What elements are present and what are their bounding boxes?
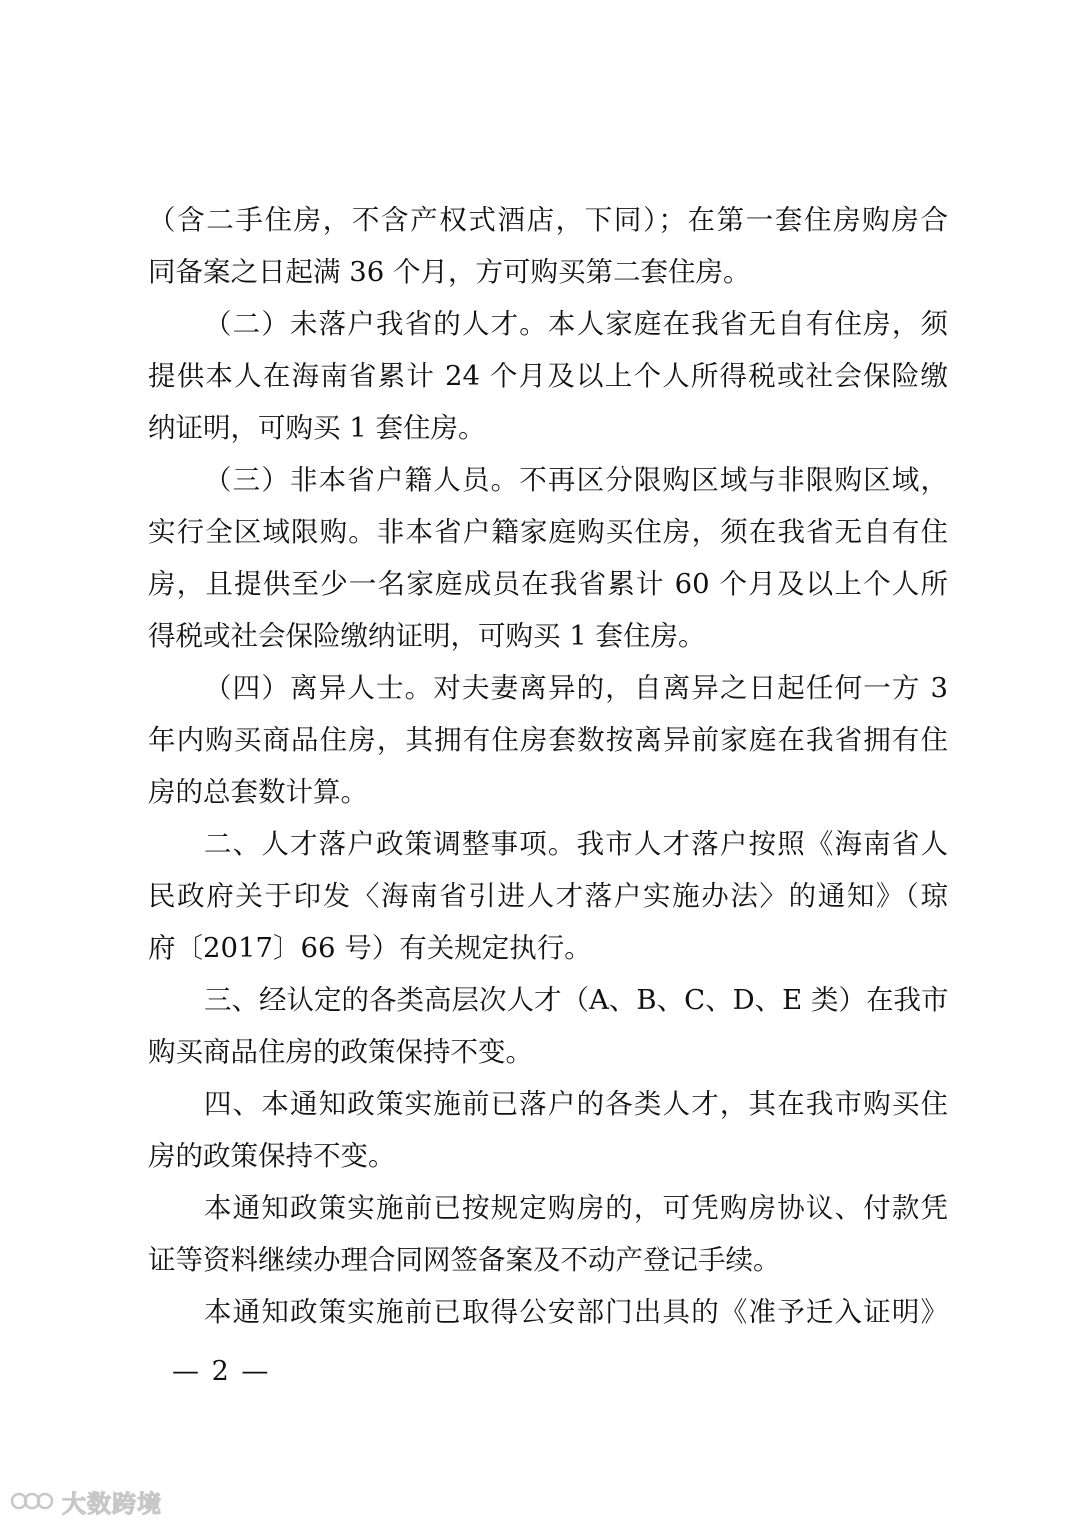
page-number: — 2 — — [172, 1356, 271, 1387]
watermark — [10, 1484, 162, 1518]
text-line: 本通知政策实施前已按规定购房的，可凭购房协议、付款凭 — [204, 1192, 948, 1224]
watermark-text: 大数跨境 — [62, 1489, 162, 1518]
text-line: 本通知政策实施前已取得公安部门出具的《准予迁入证明》 — [204, 1296, 948, 1328]
text-line: 民政府关于印发〈海南省引进人才落户实施办法〉的通知》（琼 — [148, 880, 948, 912]
text-line: 纳证明，可购买 1 套住房。 — [148, 412, 486, 444]
text-line: 证等资料继续办理合同网签备案及不动产登记手续。 — [148, 1244, 781, 1276]
text-line: 同备案之日起满 36 个月，方可购买第二套住房。 — [148, 256, 751, 288]
text-line: 三、经认定的各类高层次人才（A、B、C、D、E 类）在我市 — [204, 984, 949, 1016]
watermark-logo-icon — [10, 1488, 54, 1514]
text-line: （四）离异人士。对夫妻离异的，自离异之日起任何一方 3 — [204, 672, 948, 704]
text-line: 房的总套数计算。 — [148, 776, 368, 808]
text-line: 四、本通知政策实施前已落户的各类人才，其在我市购买住 — [204, 1088, 948, 1120]
text-line: 购买商品住房的政策保持不变。 — [148, 1036, 533, 1068]
text-line: 提供本人在海南省累计 24 个月及以上个人所得税或社会保险缴 — [148, 360, 948, 392]
text-line: （含二手住房，不含产权式酒店，下同）；在第一套住房购房合 — [148, 204, 948, 236]
text-line: 府〔2017〕66 号）有关规定执行。 — [148, 932, 592, 964]
text-line: 房，且提供至少一名家庭成员在我省累计 60 个月及以上个人所 — [148, 568, 948, 600]
text-line: 年内购买商品住房，其拥有住房套数按离异前家庭在我省拥有住 — [148, 724, 948, 756]
text-line: 二、人才落户政策调整事项。我市人才落户按照《海南省人 — [204, 828, 948, 860]
text-line: 实行全区域限购。非本省户籍家庭购买住房，须在我省无自有住 — [148, 516, 948, 548]
text-line: （三）非本省户籍人员。不再区分限购区域与非限购区域， — [204, 464, 948, 496]
text-line: 得税或社会保险缴纳证明，可购买 1 套住房。 — [148, 620, 706, 652]
text-line: 房的政策保持不变。 — [148, 1140, 396, 1172]
text-line: （二）未落户我省的人才。本人家庭在我省无自有住房，须 — [204, 308, 948, 340]
